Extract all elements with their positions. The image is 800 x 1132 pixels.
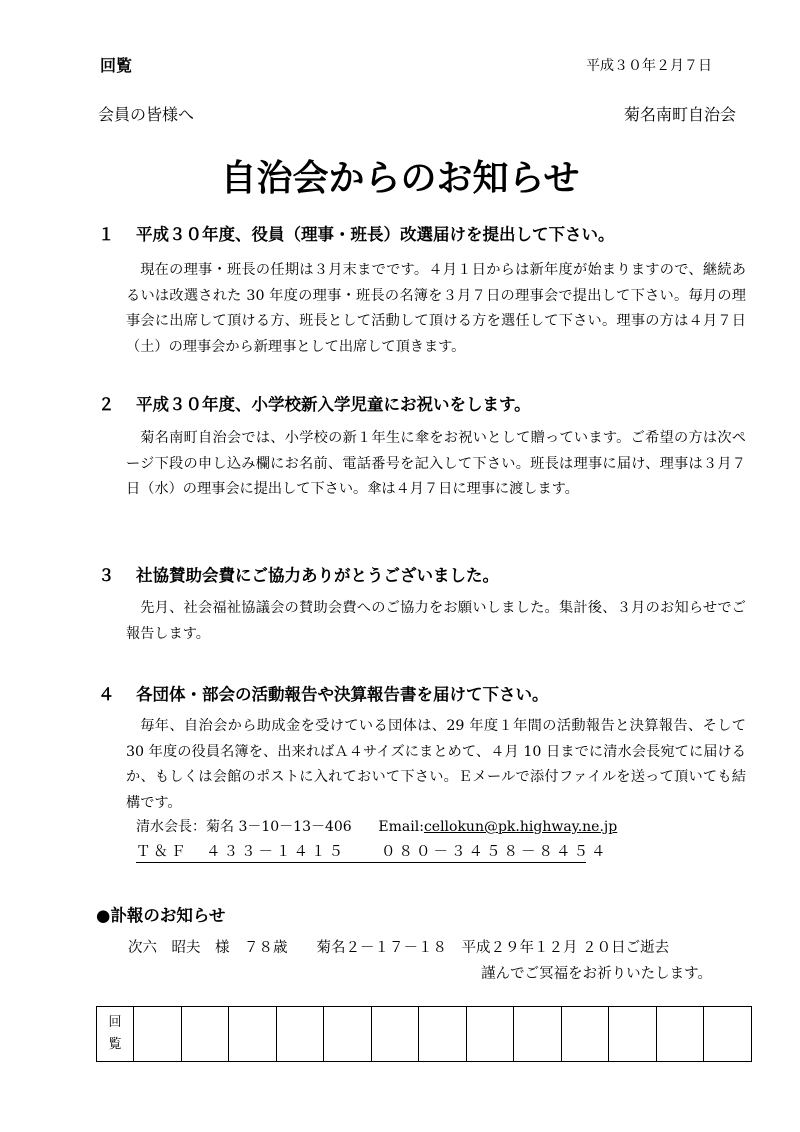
stamp-cell[interactable]	[276, 1007, 324, 1062]
circulation-stamp-box	[96, 1006, 752, 1062]
page-title: 自治会からのお知らせ	[220, 158, 580, 199]
section-1-body: 現在の理事・班長の任期は３月末までです。４月１日からは新年度が始まりますので、継続あるいは改選された 30 年度の理事・班長の名簿を３月７日の理事会で提出して下さい。毎月の理事会に出席して頂ける方、班長として活動して頂ける方を選任して下さい。理事の方は４月７日（土）の理事会から新理事として出席して頂きます。	[126, 262, 746, 355]
stamp-cell[interactable]	[229, 1007, 277, 1062]
circulation-box-label	[97, 1007, 134, 1062]
stamp-cell[interactable]	[656, 1007, 704, 1062]
circulation-label-top: 回	[108, 1015, 122, 1030]
section-4-number: ４	[98, 685, 115, 704]
circular-label: 回覧	[100, 56, 133, 75]
section-1-number: １	[98, 225, 115, 244]
stamp-cell[interactable]	[704, 1007, 752, 1062]
chair-address: 清水会長：菊名 3－10－13－406	[136, 819, 352, 835]
section-1-title: 平成３０年度、役員（理事・班長）改選届けを提出して下さい。	[136, 225, 615, 244]
stamp-cell[interactable]	[609, 1007, 657, 1062]
issue-date: 平成３０年２月７日	[586, 58, 712, 74]
section-3-title: 社協賛助会費にご協力ありがとうございました。	[136, 566, 499, 585]
stamp-cell[interactable]	[181, 1007, 229, 1062]
section-3-number: ３	[98, 566, 115, 585]
contact-line	[136, 816, 617, 836]
stamp-cell[interactable]	[134, 1007, 182, 1062]
obituary-line: 次六 昭夫 様 ７８歳 菊名２－１７－１８ 平成２９年１２月 ２０日ご逝去	[128, 940, 670, 956]
stamp-cell[interactable]	[561, 1007, 609, 1062]
stamp-cell[interactable]	[514, 1007, 562, 1062]
section-3-heading	[98, 562, 499, 586]
stamp-cell[interactable]	[371, 1007, 419, 1062]
sender: 菊名南町自治会	[623, 105, 736, 124]
obituary-heading: ●訃報のお知らせ	[96, 906, 226, 925]
email-link[interactable]: cellokun@pk.highway.ne.jp	[423, 819, 618, 835]
stamp-cell[interactable]	[466, 1007, 514, 1062]
section-4-heading	[98, 681, 549, 705]
section-2-number: ２	[98, 395, 115, 414]
section-3-body: 先月、社会福祉協議会の賛助会費へのご協力をお願いしました。集計後、３月のお知らせでご報告します。	[126, 600, 746, 642]
section-1-heading	[98, 221, 615, 245]
section-2-heading	[98, 391, 531, 415]
section-4-title: 各団体・部会の活動報告や決算報告書を届けて下さい。	[136, 685, 549, 704]
phone-line: Ｔ＆Ｆ ４３３－１４１５ ０８０－３４５８－８４５４	[136, 840, 586, 863]
recipient: 会員の皆様へ	[98, 105, 195, 124]
email-label: Email:	[378, 819, 424, 835]
obituary-condolence: 謹んでご冥福をお祈りいたします。	[481, 966, 712, 982]
circulation-label-bottom: 覧	[108, 1037, 122, 1052]
stamp-cell[interactable]	[324, 1007, 372, 1062]
section-2-title: 平成３０年度、小学校新入学児童にお祝いをします。	[136, 395, 531, 414]
section-4-body: 毎年、自治会から助成金を受けている団体は、29 年度１年間の活動報告と決算報告、そして 30 年度の役員名簿を、出来ればＡ４サイズにまとめて、４月 10 日までに清水会長宛てに届けるか、もしくは会館のポストに入れておいて下さい。Ｅメールで添付ファイルを送って頂いても結構です。	[126, 718, 746, 811]
stamp-cell[interactable]	[419, 1007, 467, 1062]
section-2-body: 菊名南町自治会では、小学校の新１年生に傘をお祝いとして贈っています。ご希望の方は次ページ下段の申し込み欄にお名前、電話番号を記入して下さい。班長は理事に届け、理事は３月７日（水）の理事会に提出して下さい。傘は４月７日に理事に渡します。	[126, 430, 746, 497]
